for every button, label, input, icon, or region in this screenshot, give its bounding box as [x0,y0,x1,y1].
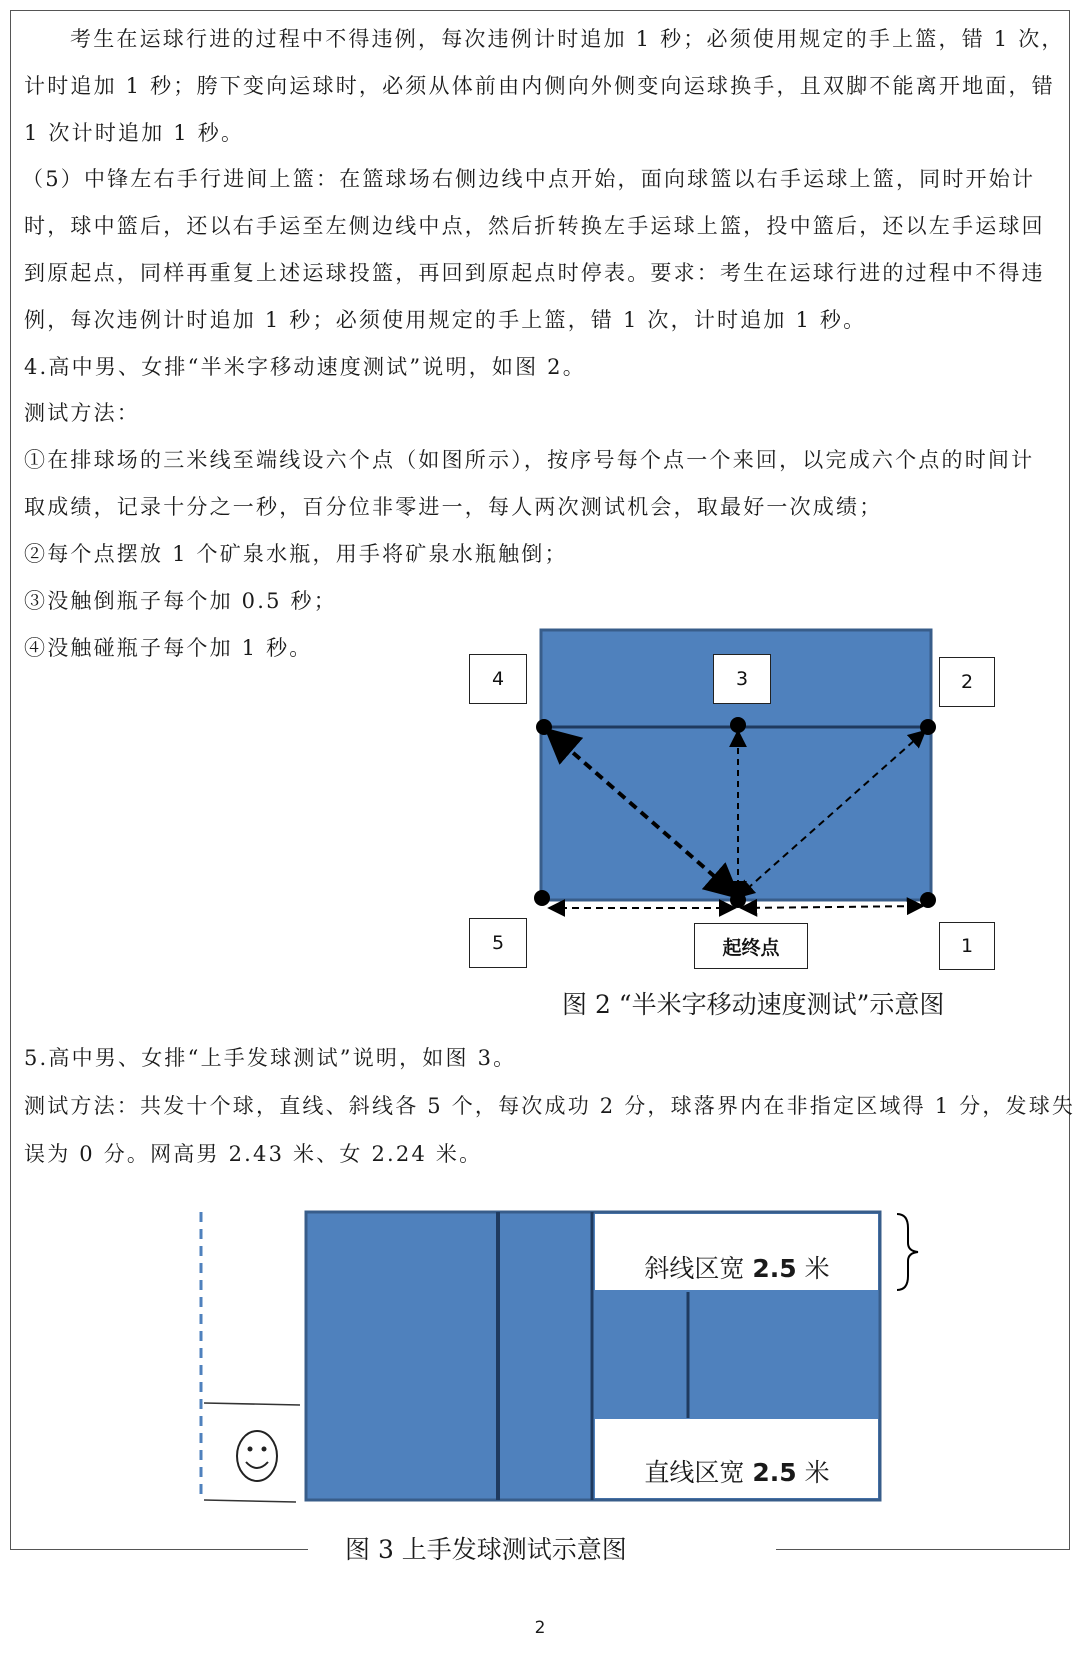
diagonal-zone-unit: 米 [796,1254,830,1283]
paragraph-line: 计时追加 1 秒；胯下变向运球时，必须从体前由内侧向外侧变向运球换手，且双脚不能离开地面，错 [24,74,1055,98]
section-4-method-label: 测试方法： [24,401,140,425]
diagonal-zone-width: 2.5 [752,1254,797,1283]
straight-zone-width: 2.5 [752,1458,797,1487]
server-smiley-icon [237,1431,277,1481]
paragraph-line: 误为 0 分。网高男 2.43 米、女 2.24 米。 [24,1142,483,1166]
straight-zone-text: 直线区宽 [644,1458,753,1487]
figure-2-caption: 图 2 “半米字移动速度测试”示意图 [562,990,945,1019]
figure-3-caption: 图 3 上手发球测试示意图 [345,1535,627,1564]
label-point-3: 3 [713,654,771,704]
paragraph-line: 考生在运球行进的过程中不得违例，每次违例计时追加 1 秒；必须使用规定的手上篮，错 1 次， [70,27,1065,51]
paragraph-line: ①在排球场的三米线至端线设六个点（如图所示），按序号每个点一个来回，以完成六个点的时间计 [24,448,1035,472]
label-point-4: 4 [469,654,527,704]
paragraph-line: （5）中锋左右手行进间上篮：在篮球场右侧边线中点开始，面向球篮以右手运球上篮，同时开始计 [22,167,1036,191]
paragraph-line: ②每个点摆放 1 个矿泉水瓶，用手将矿泉水瓶触倒； [24,542,568,566]
paragraph-line: 时，球中篮后，还以右手运至左侧边线中点，然后折转换左手运球上篮，投中篮后，还以左手运球回 [24,214,1045,238]
straight-zone-unit: 米 [796,1458,830,1487]
label-point-1: 1 [939,922,995,970]
label-start-end-point: 起终点 [694,923,808,969]
section-5-title: 5.高中男、女排“上手发球测试”说明，如图 3。 [24,1046,517,1070]
label-point-2: 2 [939,657,995,707]
diagonal-zone-text: 斜线区宽 [644,1254,753,1283]
label-point-5: 5 [469,918,527,968]
paragraph-line: 测试方法：共发十个球，直线、斜线各 5 个，每次成功 2 分，球落界内在非指定区域得 1 分，发球失 [24,1094,1076,1118]
paragraph-line: ④没触碰瓶子每个加 1 秒。 [24,636,313,660]
paragraph-line: 1 次计时追加 1 秒。 [24,121,245,145]
paragraph-line: ③没触倒瓶子每个加 0.5 秒； [24,589,337,613]
straight-zone-label [596,1456,878,1490]
diagonal-zone-label [596,1252,878,1286]
paragraph-line: 到原起点，同样再重复上述运球投篮，再回到原起点时停表。要求：考生在运球行进的过程中不得违 [24,261,1045,285]
section-4-title: 4.高中男、女排“半米字移动速度测试”说明，如图 2。 [24,355,586,379]
paragraph-line: 取成绩，记录十分之一秒，百分位非零进一，每人两次测试机会，取最好一次成绩； [24,495,883,519]
server-box-bottom [204,1500,296,1502]
zone-width-brace [897,1214,918,1290]
paragraph-line: 例，每次违例计时追加 1 秒；必须使用规定的手上篮，错 1 次，计时追加 1 秒。 [24,308,867,332]
page-number: 2 [534,1618,546,1638]
server-box-top [204,1403,300,1405]
